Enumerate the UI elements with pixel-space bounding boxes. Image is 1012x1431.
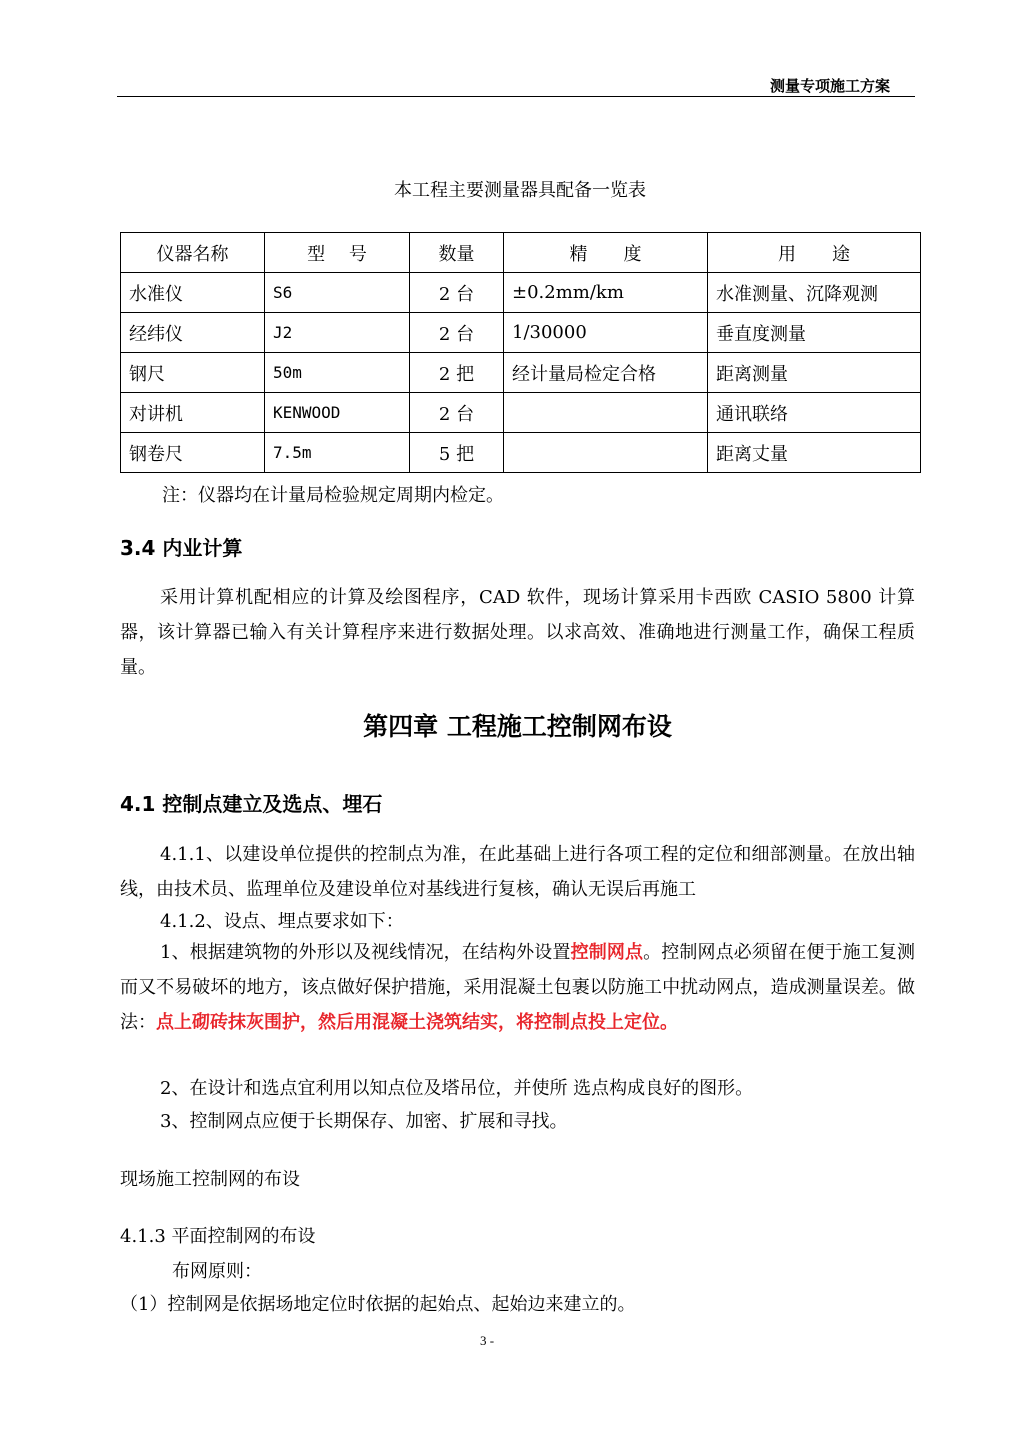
page-number: 3 - [480,1333,495,1348]
table-row [121,393,921,433]
cell-qty: 2 台 [410,273,504,313]
header-cell-name: 仪器名称 [121,233,265,273]
cell-use: 距离丈量 [708,433,921,473]
cell-name: 水准仪 [121,273,265,313]
cell-model: S6 [265,273,410,313]
subsection-4-1-3: 4.1.3 平面控制网的布设 [120,1226,316,1247]
table-row [121,433,921,473]
cell-qty: 2 台 [410,393,504,433]
requirement-1-text-b: 。控制网点必须留在便于施工复测而又不易破坏的地方，该点做好保护措施，采用混凝土包裹以防施工中扰动网点，造成测量误差。做法： [120,942,916,1033]
header-cell-use: 用 途 [708,233,921,273]
cell-use: 距离测量 [708,353,921,393]
paragraph-4-1-2: 4.1.2、设点、埋点要求如下： [160,911,404,932]
section-heading-3-4: 3.4 内业计算 [120,536,243,560]
instrument-table [120,232,921,473]
cell-name: 钢尺 [121,353,265,393]
principle-label: 布网原则： [172,1261,262,1282]
cell-qty: 2 把 [410,353,504,393]
header-cell-precision: 精 度 [504,233,708,273]
paragraph-requirement-1 [120,935,915,1040]
table-row [121,313,921,353]
header-cell-model: 型 号 [265,233,410,273]
cell-qty: 5 把 [410,433,504,473]
cell-name: 经纬仪 [121,313,265,353]
table-header-row [121,233,921,273]
cell-model: J2 [265,313,410,353]
paragraph-requirement-3: 3、控制网点应便于长期保存、加密、扩展和寻找。 [160,1111,568,1132]
cell-precision: 1/30000 [504,313,708,353]
table-note: 注：仪器均在计量局检验规定周期内检定。 [162,485,504,506]
principle-item-1: （1）控制网是依据场地定位时依据的起始点、起始边来建立的。 [120,1294,636,1315]
cell-use: 垂直度测量 [708,313,921,353]
cell-model: 50m [265,353,410,393]
header-title: 测量专项施工方案 [769,77,890,95]
cell-precision [504,433,708,473]
cell-use: 水准测量、沉降观测 [708,273,921,313]
highlight-control-point: 控制网点 [570,942,644,963]
table-row [121,273,921,313]
paragraph-4-1-1: 4.1.1、以建设单位提供的控制点为准，在此基础上进行各项工程的定位和细部测量。在放出轴线，由技术员、监理单位及建设单位对基线进行复核，确认无误后再施工 [120,844,915,900]
paragraph-requirement-2: 2、在设计和选点宜利用以知点位及塔吊位，并使所 选点构成良好的图形。 [160,1078,754,1099]
cell-use: 通讯联络 [708,393,921,433]
cell-precision: ±0.2mm/km [504,273,708,313]
header-cell-qty: 数量 [410,233,504,273]
cell-qty: 2 台 [410,313,504,353]
cell-precision: 经计量局检定合格 [504,353,708,393]
section-heading-4-1: 4.1 控制点建立及选点、埋石 [120,792,383,816]
table-caption: 本工程主要测量器具配备一览表 [394,180,646,201]
section-3-4-body: 采用计算机配相应的计算及绘图程序，CAD 软件，现场计算采用卡西欧 CASIO 5800 计算器，该计算器已输入有关计算程序来进行数据处理。以求高效、准确地进行测量工作，确保工程质量。 [120,587,915,678]
site-network-title: 现场施工控制网的布设 [120,1169,300,1190]
cell-model: 7.5m [265,433,410,473]
cell-name: 钢卷尺 [121,433,265,473]
cell-model: KENWOOD [265,393,410,433]
requirement-1-text-a: 1、根据建筑物的外形以及视线情况，在结构外设置 [160,942,571,963]
highlight-method: 点上砌砖抹灰围护，然后用混凝土浇筑结实，将控制点投上定位。 [156,1012,678,1033]
chapter-title: 第四章 工程施工控制网布设 [363,712,672,741]
table-row [121,353,921,393]
cell-name: 对讲机 [121,393,265,433]
header-divider [117,96,915,97]
cell-precision [504,393,708,433]
